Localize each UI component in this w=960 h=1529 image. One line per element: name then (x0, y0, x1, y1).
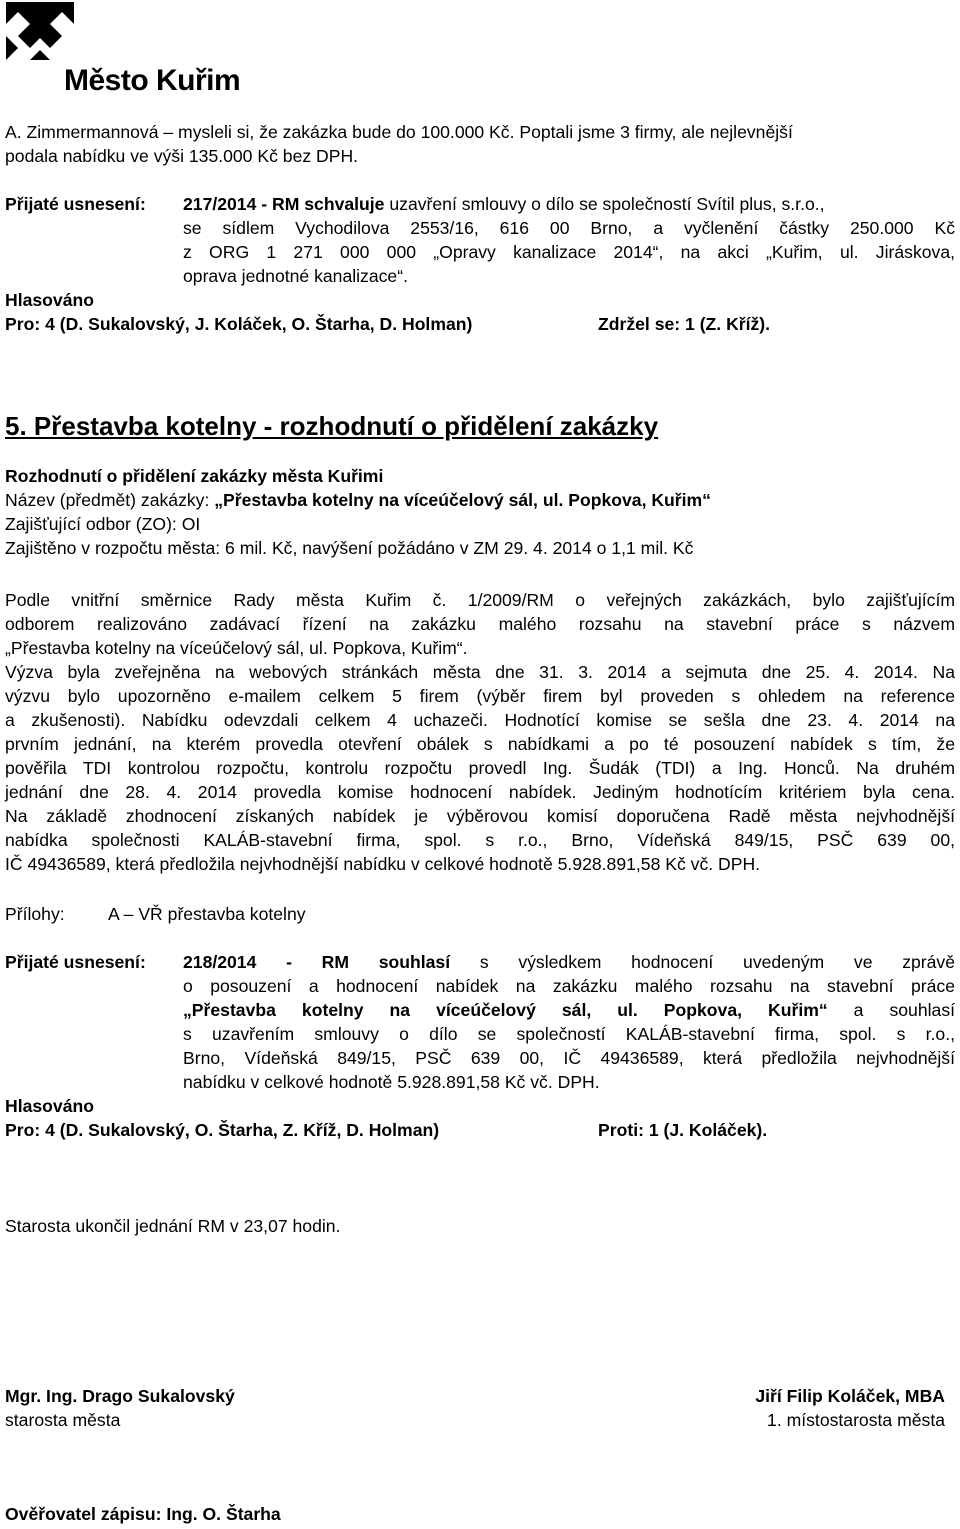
resolution-218-text (183, 950, 955, 1094)
resolution-line: Brno, Vídeňská 849/15, PSČ 639 00, IČ 49436589, která předložila nejvhodnější (183, 1048, 955, 1068)
intro-paragraph (5, 120, 955, 168)
body-line: IČ 49436589, která předložila nejvhodnější nabídku v celkové hodnotě 5.928.891,58 Kč vč. DPH. (5, 854, 761, 874)
resolution-subject: „Přestavba kotelny na víceúčelový sál, ul. Popkova, Kuřim“ (183, 1000, 828, 1020)
resolution-label: Přijaté usnesení: (5, 952, 146, 972)
resolution-text: a souhlasí (827, 1000, 956, 1020)
body-line: Na základě zhodnocení získaných nabídek je výběrovou komisí doporučena Radě města nejvhodnější (5, 806, 955, 826)
resolution-line: se sídlem Vychodilova 2553/16, 616 00 Brno, a vyčlenění částky 250.000 Kč (183, 218, 955, 238)
resolution-text: s výsledkem hodnocení uvedeným ve zprávě (479, 952, 956, 972)
resolution-line: z ORG 1 271 000 000 „Opravy kanalizace 2014“, na akci „Kuřim, ul. Jiráskova, (183, 242, 955, 262)
section-subheading: Rozhodnutí o přidělení zakázky města Kuřimi (5, 466, 384, 486)
signature-left-role: starosta města (5, 1410, 121, 1430)
votes-abstained: Zdržel se: 1 (Z. Kříž). (598, 314, 771, 334)
resolution-line: s uzavřením smlouvy o dílo se společností KALÁB-stavební firma, spol. s r.o., (183, 1024, 955, 1044)
body-line: a zkušenosti). Nabídku odevzdali celkem 4 uchazeči. Hodnotící komise se sešla dne 23. 4. 2014 na (5, 710, 955, 730)
city-logo (4, 2, 264, 98)
resolution-line: nabídku v celkové hodnotě 5.928.891,58 Kč vč. DPH. (183, 1072, 600, 1092)
resolution-number: 217/2014 - RM schvaluje (183, 194, 385, 214)
body-line: jednání dne 28. 4. 2014 provedla komise hodnocení nabídek. Jediným hodnotícím kritériem byla cena. (5, 782, 955, 802)
votes-for: Pro: 4 (D. Sukalovský, O. Štarha, Z. Kříž, D. Holman) (5, 1120, 440, 1140)
subject-value: „Přestavba kotelny na víceúčelový sál, ul. Popkova, Kuřim“ (214, 490, 711, 510)
body-line: odborem realizováno zadávací řízení na zakázku malého rozsahu na stavební práce s názvem (5, 614, 955, 634)
closing-note: Starosta ukončil jednání RM v 23,07 hodin. (5, 1216, 341, 1236)
voted-label: Hlasováno (5, 290, 94, 310)
resolution-text: uzavření smlouvy o dílo se společností Svítil plus, s.r.o., (389, 194, 825, 214)
signature-right-role: 1. místostarosta města (767, 1410, 945, 1430)
body-line: „Přestavba kotelny na víceúčelový sál, ul. Popkova, Kuřim“. (5, 638, 468, 658)
body-line: Výzva byla zveřejněna na webových stránkách města dne 31. 3. 2014 a sejmuta dne 25. 4. 2014. Na (5, 662, 955, 682)
section-heading: 5. Přestavba kotelny - rozhodnutí o přidělení zakázky (5, 411, 659, 441)
attachments-value: A – VŘ přestavba kotelny (108, 904, 306, 924)
section-5-details (5, 464, 955, 560)
resolution-number: 218/2014 - RM souhlasí (183, 952, 451, 972)
votes-for: Pro: 4 (D. Sukalovský, J. Koláček, O. Štarha, D. Holman) (5, 314, 473, 334)
intro-line: podala nabídku ve výši 135.000 Kč bez DPH. (5, 146, 359, 166)
body-line: nabídka společnosti KALÁB-stavební firma, spol. s r.o., Brno, Vídeňská 849/15, PSČ 639 00, (5, 830, 955, 850)
department: Zajišťující odbor (ZO): OI (5, 514, 201, 534)
voted-label: Hlasováno (5, 1096, 94, 1116)
votes-against: Proti: 1 (J. Koláček). (598, 1120, 768, 1140)
verifier: Ověřovatel zápisu: Ing. O. Štarha (5, 1504, 281, 1524)
intro-line: A. Zimmermannová – mysleli si, že zakázka bude do 100.000 Kč. Poptali jsme 3 firmy, ale nejlevnější (5, 122, 793, 142)
org-name: Město Kuřim (64, 64, 241, 97)
budget: Zajištěno v rozpočtu města: 6 mil. Kč, navýšení požádáno v ZM 29. 4. 2014 o 1,1 mil. Kč (5, 538, 694, 558)
resolution-label: Přijaté usnesení: (5, 194, 146, 214)
resolution-line: o posouzení a hodnocení nabídek na zakázku malého rozsahu na stavební práce (183, 976, 955, 996)
section-5-body (5, 588, 955, 876)
subject-label: Název (předmět) zakázky: (5, 490, 215, 510)
body-line: Podle vnitřní směrnice Rady města Kuřim č. 1/2009/RM o veřejných zakázkách, bylo zajišťujícím (5, 590, 955, 610)
body-line: prvním jednání, na kterém provedla otevření obálek s nabídkami a po té posouzení nabídek s tím, že (5, 734, 955, 754)
signature-left-name: Mgr. Ing. Drago Sukalovský (5, 1386, 235, 1406)
city-emblem-icon (4, 2, 76, 66)
resolution-217-text (183, 192, 955, 288)
body-line: výzvu bylo upozorněno e-mailem celkem 5 firem (výběr firem byl proveden s ohledem na reference (5, 686, 955, 706)
signature-right-name: Jiří Filip Koláček, MBA (755, 1386, 945, 1406)
attachments-label: Přílohy: (5, 904, 65, 924)
resolution-line: oprava jednotné kanalizace“. (183, 266, 408, 286)
body-line: pověřila TDI kontrolou rozpočtu, kontrolu rozpočtu provedl Ing. Šudák (TDI) a Ing. Honců. Na druhém (5, 758, 955, 778)
